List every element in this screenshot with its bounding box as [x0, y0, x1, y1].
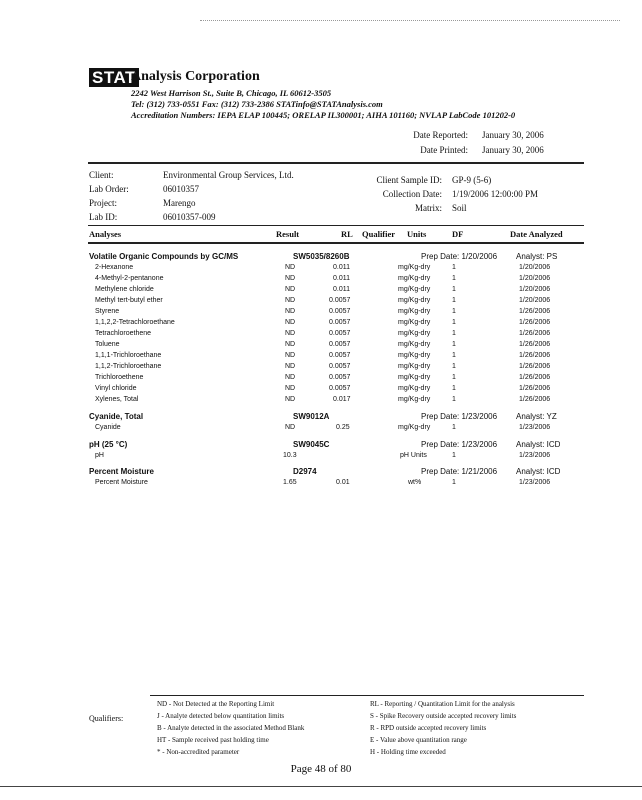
analyte-units: mg/Kg-dry — [398, 341, 431, 348]
analyte-date: 1/26/2006 — [519, 341, 551, 348]
analyte-units: mg/Kg-dry — [398, 363, 431, 370]
scan-noise-line — [200, 20, 620, 22]
analyte-date: 1/26/2006 — [519, 374, 551, 381]
analyte-date: 1/20/2006 — [519, 264, 551, 271]
date-reported-value: January 30, 2006 — [482, 130, 544, 140]
analyte-name: pH — [95, 452, 104, 459]
analyte-rl: 0.0057 — [329, 297, 351, 304]
analyte-result: ND — [285, 374, 296, 381]
legend-item: * - Non-accredited parameter — [157, 748, 240, 756]
legend-item: RL - Reporting / Quantitation Limit for the analysis — [370, 700, 515, 708]
analyte-date: 1/26/2006 — [519, 352, 551, 359]
col-qualifier: Qualifier — [362, 229, 396, 239]
analyte-result: ND — [285, 330, 296, 337]
analyte-result: ND — [285, 264, 296, 271]
analyte-units: mg/Kg-dry — [398, 352, 431, 359]
analyte-name: Toluene — [95, 341, 120, 348]
page-number: Page 48 of 80 — [290, 763, 352, 775]
table-row — [0, 286, 642, 297]
analyte-rl: 0.0057 — [329, 363, 351, 370]
table-row — [0, 424, 642, 435]
col-result: Result — [276, 229, 300, 239]
analyte-units: wt% — [408, 479, 422, 486]
project-value: Marengo — [163, 198, 196, 208]
analyte-name: Methylene chloride — [95, 286, 154, 293]
legend-divider — [150, 695, 584, 696]
analyte-units: mg/Kg-dry — [398, 374, 431, 381]
table-row — [0, 275, 642, 286]
analyte-df: 1 — [452, 297, 456, 304]
divider-columns-bottom — [88, 242, 584, 244]
section-analyst: Analyst: ICD — [516, 440, 561, 449]
section-title: Cyanide, Total — [89, 412, 144, 421]
analyte-df: 1 — [452, 286, 456, 293]
date-printed-value: January 30, 2006 — [482, 145, 544, 155]
divider-columns-top — [88, 225, 584, 226]
col-rl: RL — [341, 229, 353, 239]
analyte-date: 1/23/2006 — [519, 452, 551, 459]
analyte-date: 1/26/2006 — [519, 330, 551, 337]
analyte-result: ND — [285, 275, 296, 282]
analyte-result: ND — [285, 424, 296, 431]
analyte-date: 1/26/2006 — [519, 385, 551, 392]
analyte-name: 2-Hexanone — [95, 264, 134, 271]
analyte-units: mg/Kg-dry — [398, 286, 431, 293]
analyte-name: Percent Moisture — [95, 479, 148, 486]
section-prep-date: Prep Date: 1/21/2006 — [421, 467, 498, 476]
section-method: SW9012A — [293, 412, 330, 421]
analyte-name: 4-Methyl-2-pentanone — [95, 275, 164, 282]
analyte-result: ND — [285, 341, 296, 348]
legend-item: R - RPD outside accepted recovery limits — [370, 724, 487, 732]
analyte-result: ND — [285, 308, 296, 315]
lab-id-label: Lab ID: — [89, 212, 118, 222]
analyte-result: ND — [285, 385, 296, 392]
col-units: Units — [407, 229, 427, 239]
legend-item: H - Holding time exceeded — [370, 748, 446, 756]
analyte-units: mg/Kg-dry — [398, 319, 431, 326]
analyte-units: mg/Kg-dry — [398, 396, 431, 403]
qualifiers-label: Qualifiers: — [89, 714, 124, 723]
analyte-df: 1 — [452, 352, 456, 359]
analyte-rl: 0.0057 — [329, 374, 351, 381]
analyte-date: 1/23/2006 — [519, 424, 551, 431]
table-row — [0, 363, 642, 374]
analyte-df: 1 — [452, 341, 456, 348]
lab-id-value: 06010357-009 — [163, 212, 216, 222]
section-title: pH (25 °C) — [89, 440, 128, 449]
analyte-result: ND — [285, 352, 296, 359]
analyte-name: 1,1,1-Trichloroethane — [95, 352, 162, 359]
col-df: DF — [452, 229, 464, 239]
analyte-df: 1 — [452, 330, 456, 337]
section-analyst: Analyst: ICD — [516, 467, 561, 476]
legend-item: ND - Not Detected at the Reporting Limit — [157, 700, 275, 708]
col-date-analyzed: Date Analyzed — [510, 229, 563, 239]
analyte-df: 1 — [452, 452, 456, 459]
legend-item: E - Value above quantitation range — [370, 736, 467, 744]
analyte-result: 1.65 — [283, 479, 297, 486]
table-row — [0, 264, 642, 275]
analyte-df: 1 — [452, 363, 456, 370]
analyte-rl: 0.0057 — [329, 385, 351, 392]
table-row — [0, 341, 642, 352]
section-title: Percent Moisture — [89, 467, 154, 476]
company-address: 2242 West Harrison St., Suite B, Chicago, IL 60612-3505 — [131, 88, 332, 98]
section-method: SW5035/8260B — [293, 252, 350, 261]
table-row — [0, 319, 642, 330]
analyte-df: 1 — [452, 264, 456, 271]
section-method: D2974 — [293, 467, 317, 476]
analyte-result: ND — [285, 319, 296, 326]
analyte-df: 1 — [452, 396, 456, 403]
table-row — [0, 297, 642, 308]
analyte-date: 1/26/2006 — [519, 396, 551, 403]
date-reported-label: Date Reported: — [413, 130, 468, 140]
analyte-rl: 0.0057 — [329, 308, 351, 315]
lab-order-value: 06010357 — [163, 184, 199, 194]
analyte-units: mg/Kg-dry — [398, 424, 431, 431]
collection-date-value: 1/19/2006 12:00:00 PM — [452, 189, 539, 199]
analyte-name: Tetrachloroethene — [95, 330, 152, 337]
section-analyst: Analyst: PS — [516, 252, 558, 261]
table-row — [0, 330, 642, 341]
analyte-name: Methyl tert-butyl ether — [95, 297, 163, 304]
company-contact: Tel: (312) 733-0551 Fax: (312) 733-2386 STATinfo@STATAnalysis.com — [131, 99, 383, 109]
section-header — [0, 440, 642, 452]
company-name: Analysis Corporation — [131, 69, 260, 84]
analyte-name: Vinyl chloride — [95, 385, 137, 392]
date-printed-label: Date Printed: — [420, 145, 468, 155]
analyte-date: 1/20/2006 — [519, 297, 551, 304]
analyte-rl: 0.01 — [336, 479, 350, 486]
analyte-result: 10.3 — [283, 452, 297, 459]
section-header — [0, 252, 642, 264]
analyte-df: 1 — [452, 424, 456, 431]
analyte-df: 1 — [452, 374, 456, 381]
analyte-date: 1/26/2006 — [519, 319, 551, 326]
accreditation-numbers: Accreditation Numbers: IEPA ELAP 100445; ORELAP IL300001; AIHA 101160; NVLAP LabCode 101202-0 — [131, 110, 516, 120]
table-row — [0, 396, 642, 407]
analyte-rl: 0.25 — [336, 424, 350, 431]
analyte-date: 1/20/2006 — [519, 286, 551, 293]
legend-item: HT - Sample received past holding time — [157, 736, 269, 744]
table-row — [0, 452, 642, 463]
analyte-units: mg/Kg-dry — [398, 330, 431, 337]
legend-item: J - Analyte detected below quantitation limits — [157, 712, 285, 720]
analyte-date: 1/20/2006 — [519, 275, 551, 282]
analyte-df: 1 — [452, 385, 456, 392]
section-method: SW9045C — [293, 440, 330, 449]
sample-id-label: Client Sample ID: — [376, 175, 442, 185]
matrix-label: Matrix: — [415, 203, 442, 213]
analyte-rl: 0.017 — [333, 396, 351, 403]
client-value: Environmental Group Services, Ltd. — [163, 170, 294, 180]
section-analyst: Analyst: YZ — [516, 412, 557, 421]
section-header — [0, 412, 642, 424]
analyte-df: 1 — [452, 308, 456, 315]
divider-top — [88, 162, 584, 164]
analyte-result: ND — [285, 396, 296, 403]
analyte-result: ND — [285, 363, 296, 370]
analyte-name: 1,1,2-Trichloroethane — [95, 363, 162, 370]
analyte-date: 1/26/2006 — [519, 363, 551, 370]
analyte-df: 1 — [452, 319, 456, 326]
analyte-name: Xylenes, Total — [95, 396, 139, 403]
sample-id-value: GP-9 (5-6) — [452, 175, 492, 185]
project-label: Project: — [89, 198, 117, 208]
analyte-units: mg/Kg-dry — [398, 264, 431, 271]
analyte-result: ND — [285, 286, 296, 293]
section-prep-date: Prep Date: 1/23/2006 — [421, 440, 498, 449]
analyte-df: 1 — [452, 275, 456, 282]
analyte-rl: 0.0057 — [329, 319, 351, 326]
analyte-units: mg/Kg-dry — [398, 308, 431, 315]
analyte-date: 1/23/2006 — [519, 479, 551, 486]
page-bottom-line — [0, 786, 642, 787]
analyte-name: 1,1,2,2-Tetrachloroethane — [95, 319, 175, 326]
table-row — [0, 385, 642, 396]
analyte-rl: 0.0057 — [329, 341, 351, 348]
section-header — [0, 467, 642, 479]
legend-item: B - Analyte detected in the associated Method Blank — [157, 724, 305, 732]
analyte-df: 1 — [452, 479, 456, 486]
analyte-units: pH Units — [400, 452, 427, 459]
lab-order-label: Lab Order: — [89, 184, 129, 194]
section-prep-date: Prep Date: 1/20/2006 — [421, 252, 498, 261]
legend-item: S - Spike Recovery outside accepted recovery limits — [370, 712, 517, 720]
table-row — [0, 374, 642, 385]
analyte-units: mg/Kg-dry — [398, 275, 431, 282]
analyte-rl: 0.011 — [333, 286, 350, 293]
matrix-value: Soil — [452, 203, 467, 213]
client-label: Client: — [89, 170, 114, 180]
analyte-name: Trichloroethene — [95, 374, 144, 381]
analyte-units: mg/Kg-dry — [398, 297, 431, 304]
table-row — [0, 352, 642, 363]
analyte-rl: 0.011 — [333, 264, 350, 271]
analyte-units: mg/Kg-dry — [398, 385, 431, 392]
analyte-name: Cyanide — [95, 424, 121, 431]
section-title: Volatile Organic Compounds by GC/MS — [89, 252, 239, 261]
analyte-date: 1/26/2006 — [519, 308, 551, 315]
col-analyses: Analyses — [89, 229, 122, 239]
table-row — [0, 308, 642, 319]
analyte-result: ND — [285, 297, 296, 304]
analyte-rl: 0.0057 — [329, 352, 351, 359]
table-row — [0, 479, 642, 490]
collection-date-label: Collection Date: — [382, 189, 442, 199]
analyte-rl: 0.011 — [333, 275, 350, 282]
analyte-name: Styrene — [95, 308, 120, 315]
analyte-rl: 0.0057 — [329, 330, 351, 337]
section-prep-date: Prep Date: 1/23/2006 — [421, 412, 498, 421]
company-logo: STAT — [89, 68, 139, 87]
